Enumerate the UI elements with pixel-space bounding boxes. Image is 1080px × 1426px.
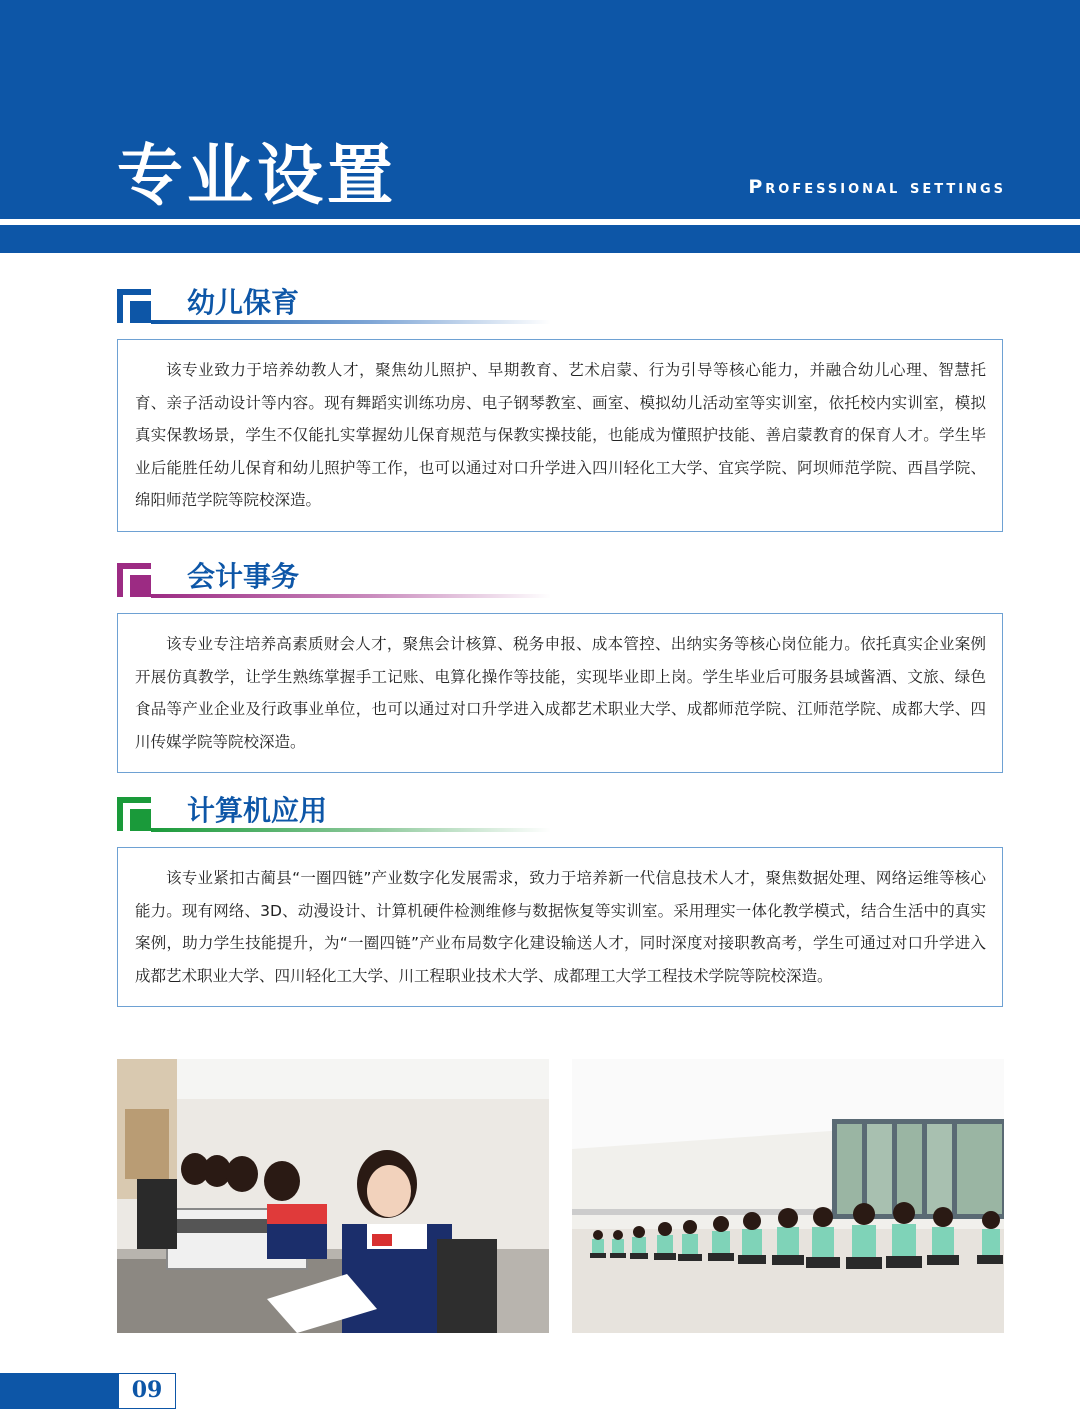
header-divider (0, 219, 1080, 225)
computer-lab-photo (117, 1059, 549, 1333)
section-title: 会计事务 (187, 560, 300, 593)
section-heading-computer (117, 794, 557, 841)
footer-bar (0, 1373, 118, 1409)
section-title: 计算机应用 (187, 794, 328, 827)
section-underline (151, 828, 551, 832)
section-heading-accounting (117, 560, 557, 607)
dance-room-photo (572, 1059, 1004, 1333)
page-title: 专业设置 (117, 136, 397, 214)
section-body-childcare: 该专业致力于培养幼教人才，聚焦幼儿照护、早期教育、艺术启蒙、行为引导等核心能力，并融合幼儿心理、智慧托育、亲子活动设计等内容。现有舞蹈实训练功房、电子钢琴教室、画室、模拟幼儿活动室等实训室，依托校内实训室，模拟真实保教场景，学生不仅能扎实掌握幼儿保育规范与保教实操技能，也能成为懂照护技能、善启蒙教育的保育人才。学生毕业后能胜任幼儿保育和幼儿照护等工作，也可以通过对口升学进入四川轻化工大学、宜宾学院、阿坝师范学院、西昌学院、绵阳师范学院等院校深造。 (117, 339, 1003, 532)
corner-bracket-icon (117, 797, 151, 831)
page-subtitle: Professional settings (748, 176, 1006, 198)
corner-bracket-icon (117, 563, 151, 597)
section-underline (151, 594, 551, 598)
section-heading-childcare (117, 286, 557, 333)
corner-bracket-icon (117, 289, 151, 323)
section-body-accounting: 该专业专注培养高素质财会人才，聚焦会计核算、税务申报、成本管控、出纳实务等核心岗位能力。依托真实企业案例开展仿真教学，让学生熟练掌握手工记账、电算化操作等技能，实现毕业即上岗。学生毕业后可服务县域酱酒、文旅、绿色食品等产业企业及行政事业单位，也可以通过对口升学进入成都艺术职业大学、成都师范学院、江师范学院、成都大学、四川传媒学院等院校深造。 (117, 613, 1003, 773)
page-number: 09 (118, 1373, 176, 1409)
section-title: 幼儿保育 (187, 286, 300, 319)
page-header (0, 0, 1080, 253)
section-underline (151, 320, 551, 324)
section-body-computer: 该专业紧扣古蔺县“一圈四链”产业数字化发展需求，致力于培养新一代信息技术人才，聚焦数据处理、网络运维等核心能力。现有网络、3D、动漫设计、计算机硬件检测维修与数据恢复等实训室。采用理实一体化教学模式，结合生活中的真实案例，助力学生技能提升，为“一圈四链”产业布局数字化建设输送人才，同时深度对接职教高考，学生可通过对口升学进入成都艺术职业大学、四川轻化工大学、川工程职业技术大学、成都理工大学工程技术学院等院校深造。 (117, 847, 1003, 1007)
